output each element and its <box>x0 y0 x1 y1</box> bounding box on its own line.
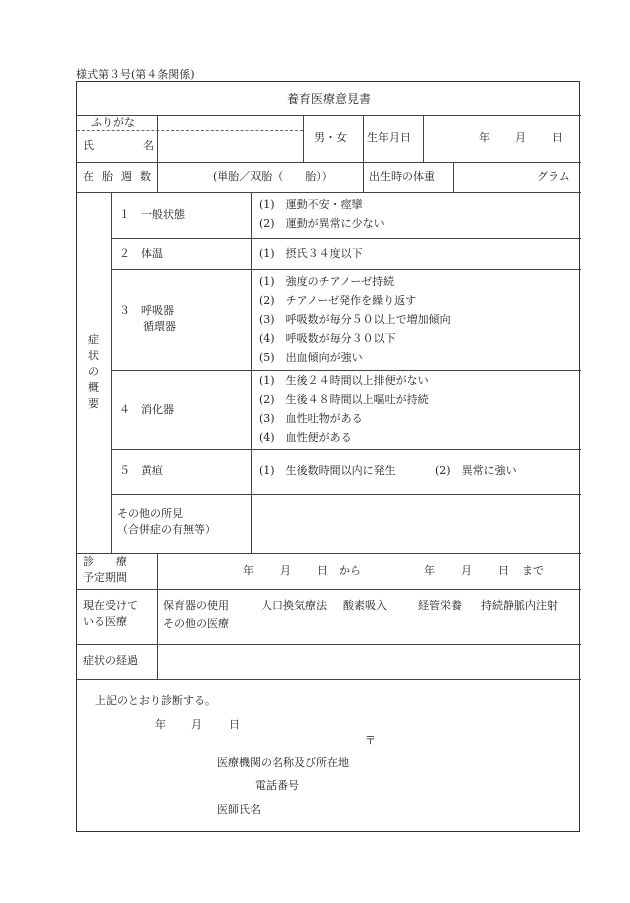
symptom-4-line-3: (3) 血性吐物がある <box>259 412 363 425</box>
symptom-3-line-2: (2) チアノーゼ発作を繰り返す <box>259 294 417 307</box>
treatment-to-month: 月 <box>461 564 472 577</box>
symptom-5-label: ５ 黄疸 <box>119 464 163 477</box>
symptom-5-line-2: (2) 異常に強い <box>435 464 517 477</box>
birth-year: 年 <box>479 131 490 144</box>
doctor-name-label: 医師氏名 <box>217 803 261 816</box>
care-option-ventilation: 人口換気療法 <box>261 599 327 612</box>
other-findings-label-1: その他の所見 <box>117 507 183 520</box>
symptom-3-label-1: ３ 呼吸器 <box>119 304 174 317</box>
form-title: 養育医療意見書 <box>286 92 371 106</box>
treatment-to-label: まで <box>522 564 544 577</box>
postal-mark: 〒 <box>365 734 376 747</box>
progress-label: 症状の経過 <box>83 654 138 667</box>
birth-weight-label: 出生時の体重 <box>369 170 435 183</box>
symptom-3-line-4: (4) 呼吸数が毎分３０以下 <box>259 332 396 345</box>
phone-label: 電話番号 <box>255 779 299 792</box>
symptoms-section-label: 症 状 の 概 要 <box>88 333 99 410</box>
birth-weight-unit: グラム <box>537 170 570 183</box>
birth-month: 月 <box>515 131 526 144</box>
form-number: 様式第３号(第４条関係) <box>76 68 195 81</box>
symptom-2-label: ２ 体温 <box>119 247 163 260</box>
diagnosis-statement: 上記のとおり診断する。 <box>95 694 216 707</box>
sex-label: 男・女 <box>314 131 347 144</box>
symptom-2-line-1: (1) 摂氏３４度以下 <box>259 247 363 260</box>
other-findings-label-2: （合併症の有無等） <box>117 523 216 536</box>
care-option-oxygen: 酸素吸入 <box>343 599 387 612</box>
symptom-3-line-5: (5) 出血傾向が強い <box>259 351 363 364</box>
treatment-period-label-2: 予定期間 <box>83 571 127 584</box>
gestation-label: 在胎週数 <box>83 170 159 183</box>
symptom-4-label: ４ 消化器 <box>119 403 174 416</box>
footer-month: 月 <box>191 718 202 731</box>
treatment-to-year: 年 <box>424 564 435 577</box>
footer-day: 日 <box>229 718 240 731</box>
treatment-from-day: 日 <box>317 564 328 577</box>
treatment-from-month: 月 <box>280 564 291 577</box>
symptom-3-label-2: 循環器 <box>143 320 176 333</box>
symptom-3-line-3: (3) 呼吸数が毎分５０以上で増加傾向 <box>259 313 451 326</box>
symptom-4-line-1: (1) 生後２４時間以上排便がない <box>259 374 429 387</box>
birth-day: 日 <box>552 131 563 144</box>
care-option-iv: 持続静脈内注射 <box>481 599 558 612</box>
current-care-label-2: いる医療 <box>83 615 127 628</box>
gestation-value: (単胎／双胎（ 胎）） <box>213 170 333 183</box>
treatment-from-label: から <box>339 564 361 577</box>
symptom-4-line-2: (2) 生後４８時間以上嘔吐が持続 <box>259 393 429 406</box>
care-option-other: その他の医療 <box>163 617 229 630</box>
birthdate-label: 生年月日 <box>367 131 411 144</box>
furigana-label: ふりがな <box>91 116 135 129</box>
care-option-incubator: 保育器の使用 <box>163 599 229 612</box>
treatment-from-year: 年 <box>243 564 254 577</box>
treatment-to-day: 日 <box>498 564 509 577</box>
current-care-label-1: 現在受けて <box>83 599 138 612</box>
symptom-1-label: １ 一般状態 <box>119 208 185 221</box>
name-label-2: 名 <box>143 139 154 152</box>
name-label-1: 氏 <box>83 139 94 152</box>
symptom-1-line-1: (1) 運動不安・痙攣 <box>259 198 363 211</box>
institution-label: 医療機関の名称及び所在地 <box>217 756 349 769</box>
symptom-3-line-1: (1) 強度のチアノーゼ持続 <box>259 275 395 288</box>
medical-opinion-form <box>76 81 580 832</box>
symptom-5-line-1: (1) 生後数時間以内に発生 <box>259 464 396 477</box>
symptom-4-line-4: (4) 血性便がある <box>259 431 352 444</box>
symptom-1-line-2: (2) 運動が異常に少ない <box>259 217 385 230</box>
care-option-tube-feeding: 経管栄養 <box>418 599 462 612</box>
treatment-period-label-1: 診 療 <box>83 555 127 568</box>
footer-year: 年 <box>155 718 166 731</box>
